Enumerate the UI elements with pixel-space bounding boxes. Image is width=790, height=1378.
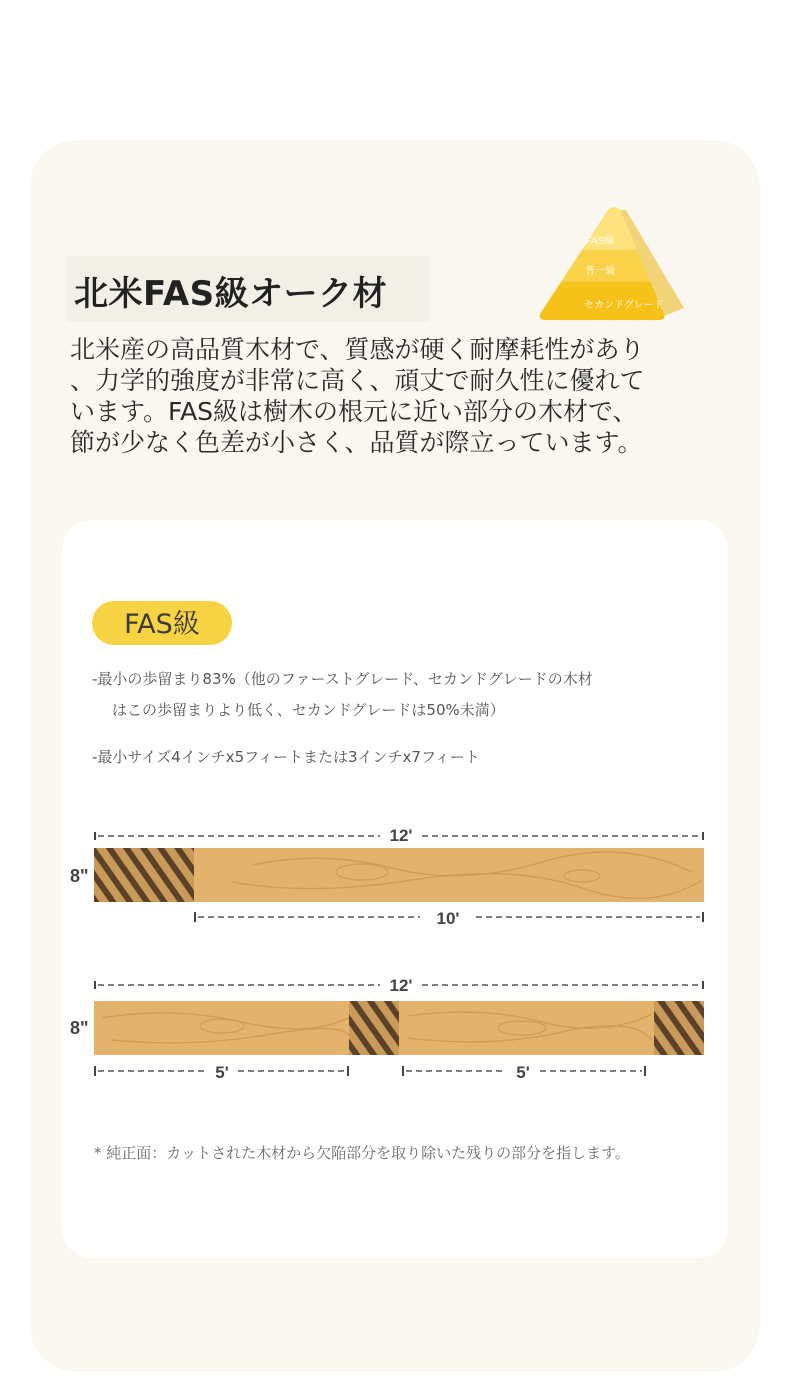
- board-2: [70, 976, 704, 1080]
- board2-clear-label-right: 5': [516, 1063, 530, 1080]
- footnote: * 純正面：カットされた木材から欠陥部分を取り除いた残りの部分を指します。: [94, 1144, 630, 1162]
- spec-yield-line2: はこの歩留まりより低く、セカンドグレードは50%未満）: [112, 701, 505, 719]
- description-line: 、力学的強度が非常に高く、頑丈で耐久性に優れて: [70, 366, 645, 395]
- spec-yield-line1: -最小の歩留まり83%（他のファーストグレード、セカンドグレードの木材: [92, 670, 593, 688]
- board2-clear-label-left: 5': [215, 1063, 229, 1080]
- board2-defect-middle: [349, 1001, 399, 1055]
- board1-length-label: 12': [389, 826, 413, 845]
- grade-pyramid: [534, 204, 704, 324]
- pyramid-label-first: 普一級: [585, 266, 615, 277]
- board2-length-label: 12': [389, 976, 413, 995]
- board2-width-label: 8": [70, 1018, 89, 1038]
- board2-defect-end: [654, 1001, 704, 1055]
- description-line: います。FAS級は樹木の根元に近い部分の木材で、: [70, 397, 638, 426]
- description: [70, 334, 742, 458]
- description-line: 北米産の高品質木材で、質感が硬く耐摩耗性があり: [70, 335, 645, 364]
- spec-size: -最小サイズ4インチx5フィートまたは3インチx7フィート: [92, 748, 480, 766]
- board-diagram: [62, 810, 728, 1080]
- board-1: [70, 826, 704, 928]
- board1-clear-label: 10': [436, 909, 460, 928]
- board1-width-label: 8": [70, 866, 89, 886]
- pyramid-label-second: セカンドグレード: [584, 300, 664, 311]
- description-line: 節が少なく色差が小さく、品質が際立っています。: [70, 428, 643, 457]
- grade-badge: FAS級: [92, 601, 232, 645]
- page-title: 北米FAS級オーク材: [74, 274, 388, 314]
- pyramid-label-fas: FAS級: [585, 236, 615, 247]
- pyramid-level-2: [534, 250, 704, 282]
- pyramid-level-1: [534, 204, 704, 250]
- board1-defect: [94, 848, 194, 902]
